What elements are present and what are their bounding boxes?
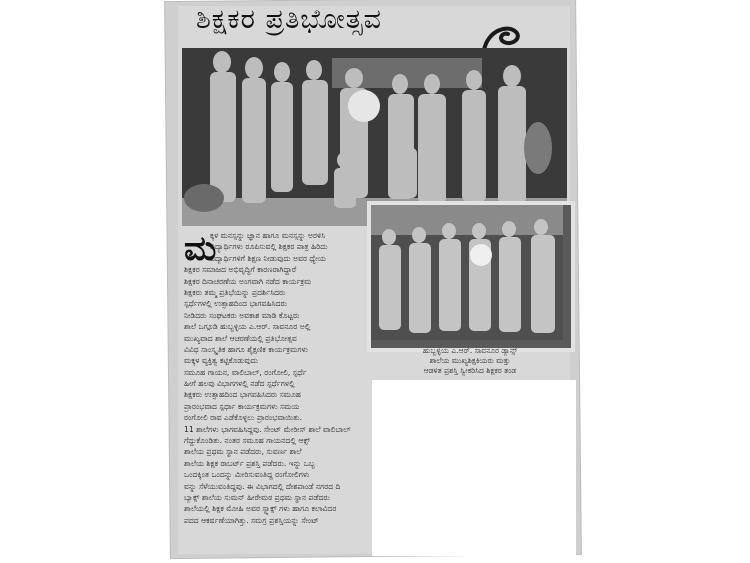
article-line: ಕ್ಕಳ ಮನಸ್ಸನ್ನು ಜ್ಞಾನ ಹಾಗೂ ಮನಸ್ಸನ್ನು ಅರಳಿಸಿ xyxy=(210,231,326,240)
article-line: ಮುಖ್ಯವಾದ ಶಾಲೆ ಆಚರಣೆಯಲ್ಲಿ ಪ್ರತಿಭೋತ್ಸವ xyxy=(184,333,297,343)
article-line: ವಿದ್ಯಾರ್ಥಿಗಳಿಗೆ ಶಿಕ್ಷಣ ನೀಡುವುದು ಅವರ ಧ್ಯೇಯ xyxy=(210,253,326,263)
article-line: ಹೀಗೆ ಹಲವು ವಿಭಾಗಗಳಲ್ಲಿ ನಡೆದ ಸ್ಪರ್ಧೆಗಳಲ್ಲಿ xyxy=(184,379,295,388)
inset-photo xyxy=(367,201,575,352)
article-line: ಸ್ಪರ್ಧೆಗಳಲ್ಲಿ ಉತ್ಸಾಹದಿಂದ ಭಾಗವಹಿಸಿದರು xyxy=(184,299,287,309)
article-body xyxy=(184,230,366,378)
article-line: ಶಿಕ್ಷಕರ ಸಮಾಜದ ಅಭಿವೃದ್ಧಿಗೆ ಕಾರಣರಾಗಿದ್ದಾರೆ xyxy=(184,265,297,275)
article-line: ರಂಗೋಲಿ ರಾವ ಎಡೆಕೊಳ್ಳಲು ಪ್ರಾರಂಭವಾಯಿತು. xyxy=(184,413,303,423)
article-continued xyxy=(184,378,372,526)
article-line: ಒಂದಕ್ಕಿಂತ ಒಂದನ್ನು ಮೀರಿಸುವಂತಿದ್ದ ರಂಗೋಲಿಗಳು xyxy=(184,470,310,480)
article-line: ನೀಡಿದರು ಸಂಘಟಕರು ಅವಕಾಶ ಮಾಡಿ ಕೊಟ್ಟರು xyxy=(184,310,300,320)
article-line: ಪ್ರಾರಂಭವಾದ ಸ್ಪರ್ಧಾ ಕಾರ್ಯಕ್ರಮಗಳು ಸಮಯ xyxy=(184,401,300,411)
blank-paper-area xyxy=(372,380,576,556)
article-line: ಶಿಕ್ಷಕರು ತಮ್ಮ ಪ್ರತಿಭೆಯನ್ನು ಪ್ರದರ್ಶಿಸಿದರು xyxy=(184,287,286,297)
article-line: ಗೆದ್ದುಕೊಂಡಿತು. ನಂತರ ಸಮೂಹ ಗಾಯನದಲ್ಲಿ ಆಕ್ಸ್ xyxy=(184,435,311,445)
caption-line: ಶಾಲೆಯ ಮುಖ್ಯಶಿಕ್ಷಕಿಯರು ಮತ್ತು xyxy=(429,356,511,365)
article-line: ವನ್ನು ಸೆಳೆಯುವಂತಿದ್ದವು. ಈ ವಿಭಾಗದಲ್ಲಿ ದೇಶಪಾಂಡೆ ನಗರದ ದಿ xyxy=(184,481,341,491)
article-line: 11 ಶಾಲೆಗಳು ಭಾಗವಹಿಸಿದ್ದವು. ಸೇಂಟ್ ಮೇರೀಸ್ ಶಾಲೆ ವಾಲಿಬಾಲ್ xyxy=(184,424,351,434)
article-line: ಮಕ್ಕಳ ವ್ಯಕ್ತಿತ್ವ ಕಟ್ಟಿಕೊಡುವುದು xyxy=(184,356,259,366)
article-line: ಶಾಲೆಯ ಶಿಕ್ಷಕ ರಾಬರ್ಟ್ ಪ್ರಶಸ್ತಿ ಪಡೆದರು. ಇನ್ನು ಒಬ್ಬ xyxy=(184,458,315,468)
article-line: ಶಿಕ್ಷಕರು ಉತ್ಸಾಹದಿಂದ ಭಾಗವಹಿಸಿದರು ಸಮೂಹ xyxy=(184,390,302,400)
article-line: ವಿವಿಧ ಸಾಂಸ್ಕೃತಿಕ ಹಾಗೂ ಶೈಕ್ಷಣಿಕ ಕಾರ್ಯಕ್ರಮಗಳು xyxy=(184,344,309,354)
article-line: ಪದದ ಆಕರ್ಷಣೆಯಾಗಿತ್ತು. ಸಮಗ್ರ ಪ್ರಶಸ್ತಿಯನ್ನು ಸೇಂಟ್ xyxy=(184,515,319,525)
photo-caption xyxy=(370,346,570,376)
article-line: ಶಿಕ್ಷಕರ ದಿನಾಚರಣೆಯ ಅಂಗವಾಗಿ ನಡೆದ ಕಾರ್ಯಕ್ರಮ xyxy=(184,276,312,286)
caption-line: ಹುಬ್ಬಳ್ಳಿಯ ಎ.ಆರ್. ಸಾವನೂರ ಡ್ಯಾನ್ಸ್ xyxy=(422,346,518,355)
main-group-photo xyxy=(182,48,567,226)
article-line: ಶಾಲೆಯಲ್ಲಿ ಶಿಕ್ಷಕ ಮೋಹಿ ಅವರ ಸ್ನ್ಯಾಕ್ಸ್ ಗಳು ಹಾಗೂ ಕಲಾವಿದರ xyxy=(184,504,337,514)
headline: ಶಿಕ್ಷಕರ ಪ್ರತಿಭೋತ್ಸವ xyxy=(196,4,383,35)
caption-line: ಆಡಳಿತ ಪ್ರಶಸ್ತಿ ಸ್ವೀಕರಿಸಿದ ಶಿಕ್ಷಕರ ತಂಡ xyxy=(423,366,517,375)
article-line: ವಿದ್ಯಾರ್ಥಿಗಳು ರೂಪಿಸುವಲ್ಲಿ ಶಿಕ್ಷಕರ ಪಾತ್ರ ಹಿರಿದು xyxy=(210,242,328,252)
article-line: ಶಾಲೆ ಒಗ್ಗೂಡಿ ಹುಬ್ಬಳ್ಳಿಯ ಎ.ಆರ್. ಸಾವನೂರ ಅಲ್ಲಿ xyxy=(184,322,311,332)
article-line: ಬ್ಯಾಕ್ಸ್ ಶಾಲೆಯ ಸುಮನ್ ಹೀರೇಮಠ ಪ್ರಥಮ ಸ್ಥಾನ ಪಡೆದರು xyxy=(184,492,330,502)
article-line: ಶಾಲೆಯ ಪ್ರಥಮ ಸ್ಥಾನ ಪಡೆದರು, ಸುವರ್ಣ ಶಾಲೆ xyxy=(184,447,302,457)
drop-cap: ಮ xyxy=(184,229,217,269)
article-line: ಸಮೂಹ ಗಾಯನ, ವಾಲಿಬಾಲ್, ರಂಗೋಲಿ, ಸ್ಪರ್ಧೆ xyxy=(184,367,307,377)
